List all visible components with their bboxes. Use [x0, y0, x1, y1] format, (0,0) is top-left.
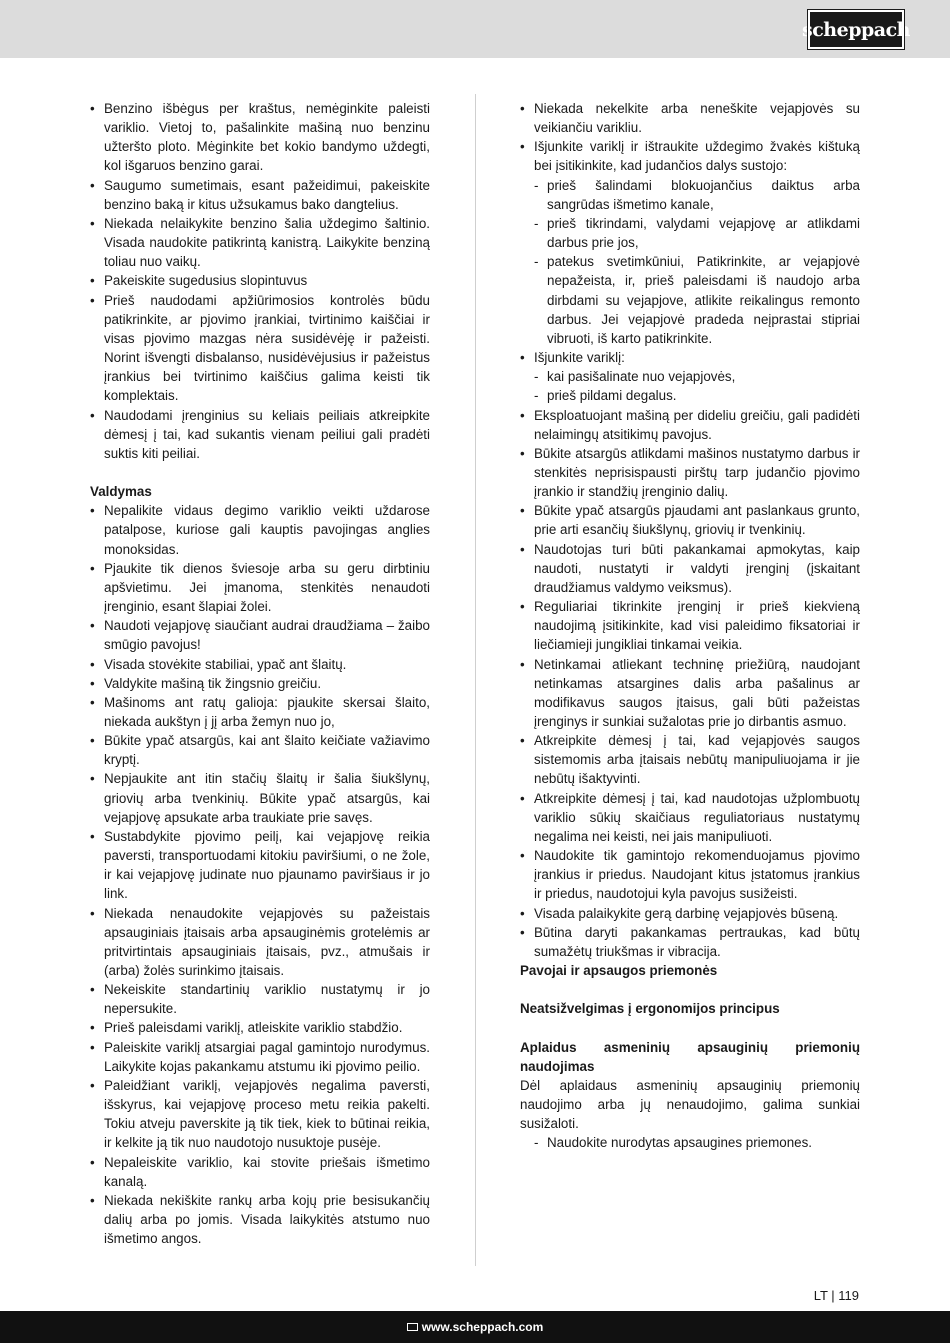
list-item-text: Išjunkite variklį: — [534, 350, 625, 366]
list-item: • Sustabdykite pjovimo peilį, kai vejapjovę reikia paversti, transportuodami kitokiu paviršiumi, o ne žole, ir kai vejapjovę judinate nuo pjaunamo paviršiaus ir jo link. — [90, 827, 430, 904]
list-item: • Reguliariai tikrinkite įrenginį ir prieš kiekvieną naudojimą įsitikinkite, kad visi paleidimo fiksatoriai ir liečiamieji jungikliai tinkamai veikia. — [520, 597, 860, 654]
list-item: • Nekeiskite standartinių variklio nustatymų ir jo nepersukite. — [90, 980, 430, 1018]
list-item: • Paleidžiant variklį, vejapjovės negalima paversti, išskyrus, kai vejapjovę proceso metu reikia pakelti. Tokiu atveju paverskite ją tik tiek, kiek to būtinai reikia, ir kelkite ją tik nuo naudotojo nusuktoje pusėje. — [90, 1076, 430, 1153]
list-item: • Visada palaikykite gerą darbinę vejapjovės būseną. — [520, 904, 860, 923]
heading-ergonomics: Neatsižvelgimas į ergonomijos principus — [520, 1001, 780, 1017]
website-link[interactable]: www.scheppach.com — [421, 1320, 544, 1334]
list-item: • Naudokite tik gamintojo rekomenduojamus pjovimo įrankius ir priedus. Naudojant kitus įstatomus įrankius ir priedus, naudotojui kyla pavojus susižeisti. — [520, 846, 860, 903]
list-item: • Niekada nekiškite rankų arba kojų prie besisukančių dalių arba po jomis. Visada laikykitės atstumo nuo išmetimo angos. — [90, 1191, 430, 1248]
list-item: • Niekada nenaudokite vejapjovės su pažeistais apsauginiais įtaisais arba apsauginėmis grotelėmis ar pritvirtintais apsauginiais įtaisais, pvz., atmušais ir (arba) žolės surinkimo įtaisais. — [90, 904, 430, 981]
list-item: • Niekada nelaikykite benzino šalia uždegimo šaltinio. Visada naudokite patikrintą kanistrą. Laikykite benziną toliau nuo vaikų. — [90, 214, 430, 271]
list-item: • Naudoti vejapjovę siaučiant audrai draudžiama – žaibo smūgio pavojus! — [90, 616, 430, 654]
page-number: LT | 119 — [813, 1288, 859, 1303]
list-item: • Eksploatuojant mašiną per dideliu greičiu, gali padidėti nelaimingų atsitikimų pavojus. — [520, 406, 860, 444]
sub-list — [520, 176, 860, 348]
list-item: • Paleiskite variklį atsargiai pagal gamintojo nurodymus. Laikykite kojas pakankamu atstumu iki pjovimo peilio. — [90, 1038, 430, 1076]
list-item: • Visada stovėkite stabiliai, ypač ant šlaitų. — [90, 655, 430, 674]
list-item: - Naudokite nurodytas apsaugines priemones. — [520, 1133, 860, 1152]
heading-hazards: Pavojai ir apsaugos priemonės — [520, 963, 718, 979]
final-sub-list — [520, 1133, 860, 1152]
sub-list — [520, 367, 860, 405]
list-item: • Prieš naudodami apžiūrimosios kontrolės būdu patikrinkite, ar pjovimo įrankiai, tvirtinimo kaiščiai ir visas pjovimo mazgas nėra susidėvėję ir pažeisti. Norint išvengti disbalanso, nusidėvėjusius ir pažeistus įrankius bei tvirtinimo kaiščius galima keisti tik komplektais. — [90, 291, 430, 406]
left-column — [90, 99, 430, 1248]
list-item: • Saugumo sumetimais, esant pažeidimui, pakeiskite benzino baką ir kitus užsukamus bako dangtelius. — [90, 176, 430, 214]
column-divider — [475, 94, 476, 1266]
list-item: • Valdykite mašiną tik žingsnio greičiu. — [90, 674, 430, 693]
list-item: • Benzino išbėgus per kraštus, nemėginkite paleisti variklio. Vietoj to, pašalinkite mašiną nuo benzinu užteršto ploto. Mėginkite bet kokio bandymo uždegti, kol išgaruos benzino garai. — [90, 99, 430, 176]
list-item: • Nepjaukite ant itin stačių šlaitų ir šalia šiukšlynų, griovių arba tvenkinių. Būkite ypač atsargūs, kai vejapjovę apsukate arba traukiate prie savęs. — [90, 769, 430, 826]
list-item: • Atkreipkite dėmesį į tai, kad naudotojas užplombuotų variklio sūkių skaičiaus reguliatoriaus nustatymų negalima nei keisti, nei jais manipuliuoti. — [520, 789, 860, 846]
list-item: • Būkite atsargūs atlikdami mašinos nustatymo darbus ir stenkitės neprisispausti pirštų tarp judančio pjovimo įrankio ir standžių įrenginio dalių. — [520, 444, 860, 501]
list-item — [520, 137, 860, 348]
list-item: • Niekada nekelkite arba neneškite vejapjovės su veikiančiu varikliu. — [520, 99, 860, 137]
section-title: Valdymas — [90, 484, 152, 500]
list-item: • Būtina daryti pakankamas pertraukas, kad būtų sumažėtų triukšmas ir vibracija. — [520, 923, 860, 961]
list-item: • Nepalikite vidaus degimo variklio veikti uždarose patalpose, kuriose gali kauptis pavojingas anglies monoksidas. — [90, 501, 430, 558]
monitor-icon — [407, 1323, 418, 1331]
list-item: - prieš pildami degalus. — [520, 386, 860, 405]
list-item: • Naudodami įrenginius su keliais peiliais atkreipkite dėmesį į tai, kad sukantis vienam peiliui gali pradėti suktis kiti peiliai. — [90, 406, 430, 463]
right-list-more — [520, 406, 860, 962]
list-item: - prieš šalindami blokuojančius daiktus arba sangrūdas išmetimo kanale, — [520, 176, 860, 214]
list-item: • Būkite ypač atsargūs pjaudami ant paslankaus grunto, prie arti esančių šiukšlynų, griovių ir tvenkinių. — [520, 501, 860, 539]
header-bar — [0, 0, 950, 58]
list-item: • Nepaleiskite variklio, kai stovite priešais išmetimo kanalą. — [90, 1153, 430, 1191]
footer-bar — [0, 1311, 950, 1343]
list-item — [520, 348, 860, 405]
ppe-paragraph: Dėl aplaidaus asmeninių apsauginių priemonių naudojimo arba jų nenaudojimo, galima sunkiai susižaloti. — [520, 1077, 860, 1132]
list-item: - kai pasišalinate nuo vejapjovės, — [520, 367, 860, 386]
right-list-top — [520, 99, 860, 406]
list-item: - prieš tikrindami, valydami vejapjovę ar atlikdami darbus prie jos, — [520, 214, 860, 252]
list-item: • Mašinoms ant ratų galioja: pjaukite skersai šlaito, niekada aukštyn į jį arba žemyn nuo jo, — [90, 693, 430, 731]
list-item: • Būkite ypač atsargūs, kai ant šlaito keičiate važiavimo kryptį. — [90, 731, 430, 769]
brand-logo: scheppach — [808, 10, 904, 49]
heading-ppe: Aplaidus asmeninių apsauginių priemonių naudojimas — [520, 1039, 860, 1074]
list-item: - patekus svetimkūniui, Patikrinkite, ar vejapjovė nepažeista, ir, prieš paleisdami iš naudojo arba dirbdami su vejapjove, atlikite reikalingus remonto darbus. Jei vejapjovė pradeda neįprastai stipriai vibruoti, iš karto patikrinkite. — [520, 252, 860, 348]
list-item: • Naudotojas turi būti pakankamai apmokytas, kaip naudoti, nustatyti ir valdyti įrenginį (įskaitant draudžiamus valdymo veiksmus). — [520, 540, 860, 597]
list-item: • Pjaukite tik dienos šviesoje arba su geru dirbtiniu apšvietimu. Jei įmanoma, stenkitės nenaudoti įrenginio, esant šlapiai žolei. — [90, 559, 430, 616]
list-item: • Prieš paleisdami variklį, atleiskite variklio stabdžio. — [90, 1018, 430, 1037]
list-item: • Netinkamai atliekant techninę priežiūrą, naudojant netinkamas atsargines dalis arba pašalinus ar modifikavus saugos įtaisus, gali būti pažeistas įrenginys ir sunkiai sužalotas prie jo dirbantis asmuo. — [520, 655, 860, 732]
right-column — [520, 99, 860, 1153]
list-item: • Pakeiskite sugedusius slopintuvus — [90, 271, 430, 290]
left-section-list — [90, 501, 430, 1248]
left-intro-list — [90, 99, 430, 463]
list-item: • Atkreipkite dėmesį į tai, kad vejapjovės saugos sistemomis arba įtaisais nebūtų manipuliuojama ir jie nebūtų išaktyvinti. — [520, 731, 860, 788]
list-item-text: Išjunkite variklį ir ištraukite uždegimo žvakės kištuką bei įsitikinkite, kad judančios dalys sustojo: — [534, 139, 860, 174]
